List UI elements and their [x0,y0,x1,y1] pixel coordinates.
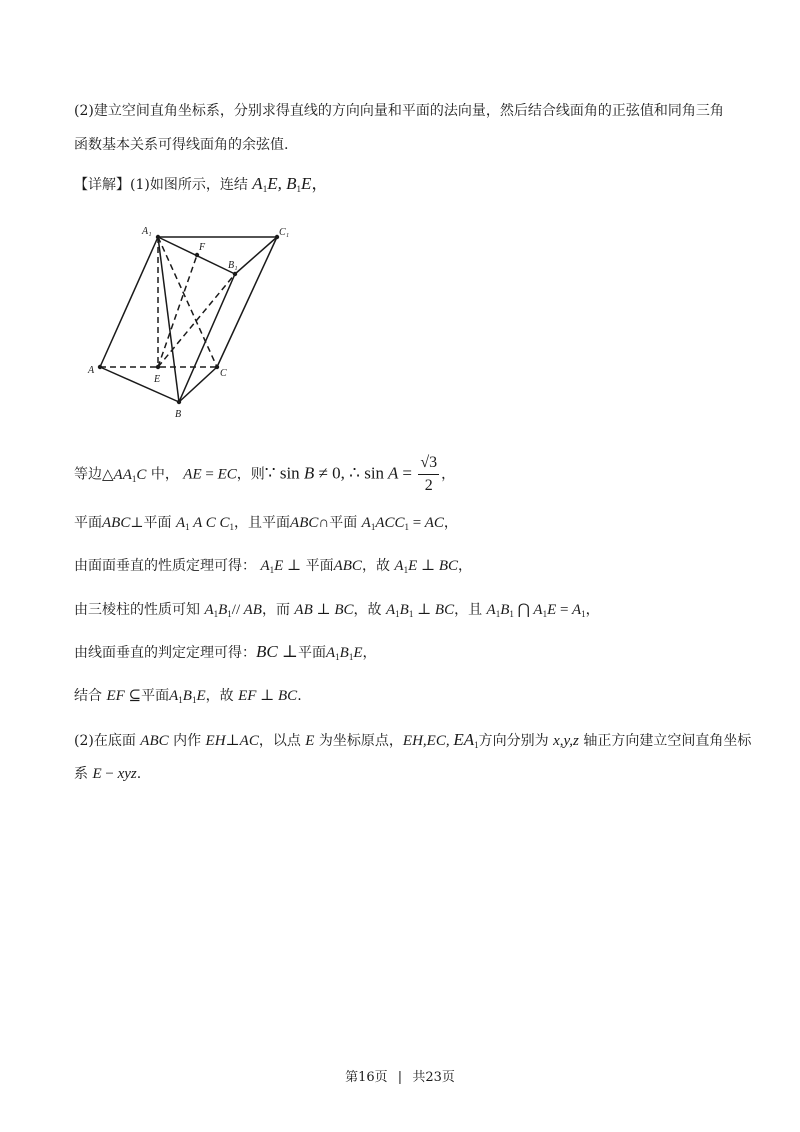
math-a1e-b1e: $A_1E$, $B_1E$， [252,174,329,194]
detail-part1: (1)如图所示，连结 [130,177,248,193]
edge-a1b [158,237,179,402]
math-abc-2: ABC [333,558,362,574]
l2-d: 平面 [329,515,358,531]
fraction-sqrt3-over-2: $\frac{√3}{2}$ [420,454,438,494]
point-a [98,365,102,369]
footer-total: 共23页 [412,1070,455,1085]
l3-a: 由面面垂直的性质定理可得： [74,558,256,574]
l3-c: ，故 [361,558,390,574]
footer-page: 第16页 [345,1070,388,1085]
proof-line-2: 平面ABC⊥平面 $A_1$ A C $C_1$，且平面ABC∩平面 $A_1ACC_1$ = AC， [74,515,458,532]
l3-b: 平面 [305,558,334,574]
edge-a1a [100,237,158,367]
math-a1b1e: $A_1B_1E$ [325,645,363,662]
label-b: B [175,409,182,420]
l2-c: ，且平面 [234,515,291,531]
point-b [177,400,181,404]
math-a1b1e-2: $A_1B_1E$ [169,688,206,705]
label-c1: C₁ [279,227,290,238]
edge-c1c [217,237,277,367]
math-eh-perp-ac: EH⊥AC [205,733,259,749]
label-c: C [220,368,227,379]
l5-b: 平面 [297,645,326,661]
page-footer [0,1066,800,1085]
edge-bc [179,367,217,402]
l6-a: 结合 [74,688,102,704]
math-a1b1-perp-bc: $A_1B_1$ ⊥ BC [385,602,455,619]
math-a1b1-par-ab: $A_1B_1//$ AB [204,602,262,619]
math-ef-perp-bc: EF ⊥ BC [238,688,298,704]
point-f [195,253,199,257]
point-c [215,365,219,369]
footer-separator: | [397,1070,403,1085]
point-a1 [156,235,160,239]
label-e: E [154,374,161,385]
math-a1e-perp-bc: $A_1E$ ⊥ BC [394,558,459,575]
l4-a: 由三棱柱的性质可知 [74,602,200,618]
math-intersection: $A_1B_1$ ⋂ $A_1E = A_1$ [486,602,586,619]
math-abc-cap: ABC∩ [290,515,330,531]
l6-b: 平面 [141,688,170,704]
proof-line-8: 系 E − xyz. [74,766,142,782]
proof-line-7 [74,730,751,755]
proof-line-4: 由三棱柱的性质可知 $A_1B_1//$ AB，而 AB ⊥ BC，故 $A_1B_1$ ⊥ BC，且 $A_1B_1$ ⋂ $A_1E = A_1$， [74,602,600,619]
l1-prefix: 等边 [74,466,102,483]
math-e: E [305,733,315,749]
edge-b1c1 [235,237,277,274]
l7-c: ，以点 [258,733,301,749]
l7-b: 内作 [173,733,202,749]
l1-then: ，则 [236,466,265,483]
math-abc-3: ABC [140,733,169,749]
l4-c: ，故 [353,602,382,618]
l7-d: 为坐标原点， [318,733,403,749]
point-e [156,365,160,369]
detail-heading [74,174,328,199]
math-ab-perp-bc: AB ⊥ BC [294,602,354,618]
label-a: A [88,365,95,376]
l2-a: 平面 [74,515,102,531]
l8-a: 系 [74,766,88,782]
label-b1: B₁ [228,260,238,271]
l7-a: (2)在底面 [74,733,136,749]
math-ef-subset: EF ⊆ [106,688,142,704]
intro-line-2: 函数基本关系可得线面角的余弦值. [74,137,289,153]
math-a1e-perp: $A_1E$ ⊥ [260,558,302,575]
l4-d: ，且 [454,602,483,618]
math-ae-ec: AE = EC [183,466,237,483]
l7-f: 轴正方向建立空间直角坐标 [583,733,752,749]
point-b1 [233,272,237,276]
proof-line-1: 等边$\triangle AA_1C$ 中， AE = EC，则∵ sin B ≠ 0, ∴ sin A = $\frac{√3}{2}$ ， [74,452,455,497]
l5-a: 由线面垂直的判定定理可得： [74,645,256,661]
prism-figure [86,222,296,422]
edge-ab [100,367,179,402]
l4-b: ，而 [261,602,290,618]
edge-b1b [179,274,235,402]
l7-e: 方向分别为 [478,733,549,749]
math-eh-ec-ea1: EH,EC, $EA_1$ [402,730,479,750]
l6-c: ，故 [205,688,234,704]
l2-b: 平面 [143,515,172,531]
intro-line-1: (2)建立空间直角坐标系，分别求得直线的方向向量和平面的法向量，然后结合线面角的正弦值和同角三角 [74,103,724,119]
math-xyz: x,y,z [553,733,579,749]
proof-line-5: 由线面垂直的判定定理可得：BC ⊥平面$A_1B_1E$， [74,642,377,662]
proof-line-3: 由面面垂直的性质定理可得： $A_1E$ ⊥ 平面ABC，故 $A_1E$ ⊥ BC， [74,558,473,575]
math-sinb: ∵ sin B ≠ 0, ∴ sin A = [264,463,412,483]
l1-mid: 中， [150,466,179,483]
proof-line-6: 结合 EF ⊆平面$A_1B_1E$，故 EF ⊥ BC. [74,688,302,705]
math-triangle: $\triangle AA_1C$ [102,466,147,484]
detail-label: 【详解】 [74,177,130,193]
math-bc-perp: BC ⊥ [256,642,298,661]
label-f: F [199,242,206,253]
math-e-xyz: E − xyz [92,766,137,782]
math-abc: ABC [102,515,131,531]
math-a1acc1-eq-ac: $A_1ACC_1$ = AC [361,515,444,532]
math-a1acc1: $A_1$ A C $C_1$ [175,515,235,532]
label-a1: A₁ [142,226,152,237]
